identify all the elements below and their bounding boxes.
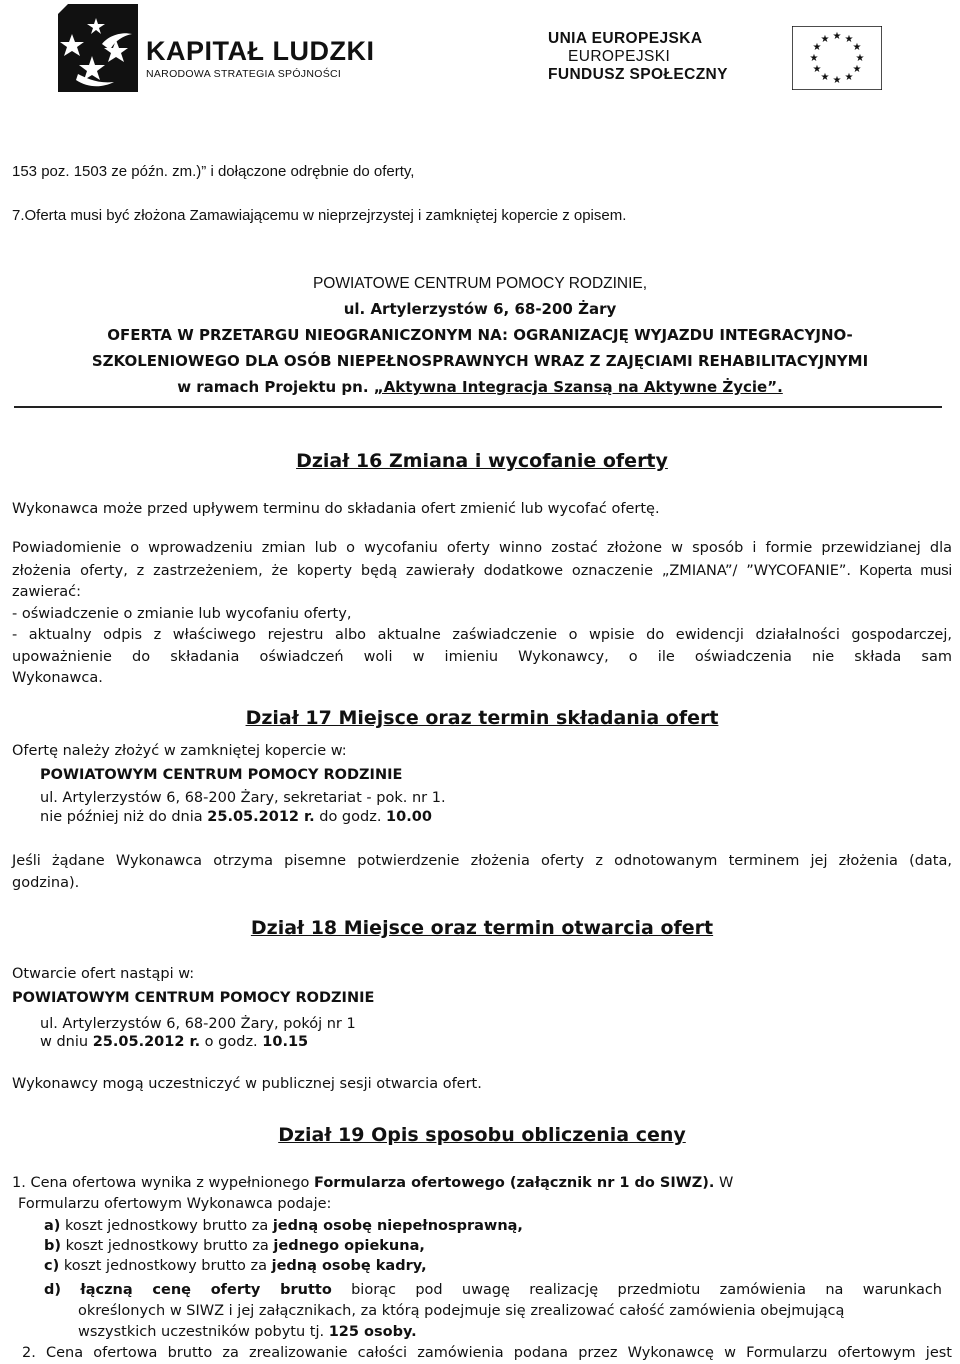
text-bold: jednego opiekuna, bbox=[273, 1238, 425, 1254]
para-line bbox=[44, 1322, 942, 1343]
text: w dniu bbox=[40, 1034, 93, 1050]
svg-text:★: ★ bbox=[852, 42, 862, 53]
text-bold: jedną osobę kadry, bbox=[271, 1258, 427, 1274]
svg-text:★: ★ bbox=[820, 72, 830, 83]
para-line: Powiadomienie o wprowadzeniu zmian lub o wycofaniu oferty winno zostać złożone w sposób i formie przewidzianej dla bbox=[12, 540, 952, 556]
opening-time: 10.15 bbox=[262, 1034, 309, 1050]
section-17-office: POWIATOWYM CENTRUM POMOCY RODZINIE bbox=[40, 767, 403, 783]
eu-logo bbox=[548, 26, 888, 90]
project-prefix: w ramach Projektu pn. bbox=[177, 378, 374, 396]
svg-text:★: ★ bbox=[820, 34, 830, 45]
envelope-address: ul. Artylerzystów 6, 68-200 Żary bbox=[343, 300, 617, 318]
section-17-confirmation bbox=[12, 850, 952, 894]
text: W bbox=[714, 1175, 734, 1191]
text: 1. Cena ofertowa wynika z wypełnionego bbox=[12, 1175, 315, 1191]
para-line bbox=[12, 560, 952, 583]
list-item-d bbox=[44, 1280, 942, 1343]
svg-text:★: ★ bbox=[855, 53, 865, 64]
section-17-deadline bbox=[40, 809, 432, 825]
list-marker: a) bbox=[44, 1218, 61, 1234]
text: koszt jednostkowy brutto za bbox=[59, 1258, 272, 1274]
envelope-recipient: POWIATOWE CENTRUM POMOCY RODZINIE, bbox=[312, 275, 648, 292]
section-18-address: ul. Artylerzystów 6, 68-200 Żary, pokój nr 1 bbox=[40, 1016, 356, 1032]
section-17-line-1: Ofertę należy złożyć w zamkniętej kopercie w: bbox=[12, 743, 347, 759]
list-item-b bbox=[44, 1238, 425, 1254]
eu-line-2: EUROPEJSKI bbox=[568, 48, 671, 65]
para-line-text: złożenia oferty, z zastrzeżeniem, że koperty będą zawierały dodatkowe oznaczenie „ZMIANA”/ ”WYCOFANIE”. bbox=[12, 562, 852, 579]
envelope-offer-line-2: SZKOLENIOWEGO DLA OSÓB NIEPEŁNOSPRAWNYCH WRAZ Z ZAJĘCIAMI REHABILITACYJNYMI bbox=[91, 352, 869, 370]
para-line: 2. Cena ofertowa brutto za zrealizowanie całości zamówienia podana przez Wykonawcę w Formularzu ofertowym jest bbox=[22, 1345, 952, 1361]
para-line: określonych w SIWZ i jej załącznikach, za którą podejmuje się zrealizować całość zamówienia obejmującą bbox=[78, 1303, 845, 1319]
svg-text:★: ★ bbox=[812, 64, 822, 75]
para-line-text: Koperta musi bbox=[851, 561, 953, 579]
section-19-point-1 bbox=[12, 1175, 733, 1191]
project-name: „Aktywna Integracja Szansą na Aktywne Życie”. bbox=[373, 378, 783, 396]
section-18-title: Dział 18 Miejsce oraz termin otwarcia ofert bbox=[250, 917, 714, 939]
text: koszt jednostkowy brutto za bbox=[61, 1238, 274, 1254]
text: koszt jednostkowy brutto za bbox=[60, 1218, 273, 1234]
kapital-ludzki-logo bbox=[58, 4, 388, 92]
para-line: - aktualny odpis z właściwego rejestru albo aktualne zaświadczenie o wpisie do ewidencji działalności gospodarczej, bbox=[12, 627, 952, 643]
section-16-para-1: Wykonawca może przed upływem terminu do składania ofert zmienić lub wycofać ofertę. bbox=[12, 501, 660, 517]
para-line: upoważnienie do składania oświadczeń woli w imieniu Wykonawcy, o ile oświadczenia nie składa sam bbox=[12, 648, 952, 665]
svg-text:★: ★ bbox=[832, 31, 842, 42]
section-19-point-2 bbox=[22, 1345, 952, 1361]
svg-text:★: ★ bbox=[832, 75, 842, 86]
text: wszystkich uczestników pobytu tj. bbox=[78, 1324, 329, 1340]
para-line: godzina). bbox=[12, 875, 80, 891]
section-18-datetime bbox=[40, 1034, 308, 1050]
text: biorąc pod uwagę realizację przedmiotu zamówienia na warunkach bbox=[331, 1282, 942, 1298]
text: o godz. bbox=[200, 1034, 263, 1050]
opening-date: 25.05.2012 r. bbox=[92, 1034, 201, 1050]
intro-line-1: 153 poz. 1503 ze późn. zm.)” i dołączone odrębnie do oferty, bbox=[12, 163, 415, 180]
section-19-title: Dział 19 Opis sposobu obliczenia ceny bbox=[278, 1124, 686, 1146]
text-bold: łączną cenę oferty brutto bbox=[80, 1282, 332, 1298]
svg-text:★: ★ bbox=[844, 34, 854, 45]
para-line: zawierać: bbox=[12, 584, 82, 600]
para-line bbox=[44, 1280, 942, 1301]
intro-line-2: 7.Oferta musi być złożona Zamawiającemu w nieprzejrzystej i zamkniętej kopercie z opisem. bbox=[12, 207, 627, 224]
para-line: - oświadczenie o zmianie lub wycofaniu oferty, bbox=[12, 605, 352, 622]
deadline-date: 25.05.2012 r. bbox=[207, 809, 315, 825]
svg-text:★: ★ bbox=[844, 72, 854, 83]
deadline-time: 10.00 bbox=[386, 809, 432, 825]
list-item-a bbox=[44, 1218, 523, 1234]
list-item-c bbox=[44, 1258, 427, 1274]
svg-text:★: ★ bbox=[852, 64, 862, 75]
envelope-project-line bbox=[0, 374, 960, 400]
text: nie później niż do dnia bbox=[40, 809, 208, 825]
para-line: Jeśli żądane Wykonawca otrzyma pisemne potwierdzenie złożenia oferty z odnotowanym terminem jej złożenia (data, bbox=[12, 853, 952, 869]
text: do godz. bbox=[314, 809, 387, 825]
svg-text:★: ★ bbox=[812, 42, 822, 53]
kapital-ludzki-emblem-icon bbox=[58, 4, 138, 92]
list-marker: b) bbox=[44, 1238, 62, 1254]
text-bold: jedną osobę niepełnosprawną, bbox=[272, 1218, 523, 1234]
eu-flag-icon bbox=[792, 26, 882, 90]
envelope-description bbox=[0, 272, 960, 400]
section-16-para-2 bbox=[12, 538, 952, 690]
para-line: Wykonawca. bbox=[12, 670, 103, 686]
envelope-offer-line-1: OFERTA W PRZETARGU NIEOGRANICZONYM NA: OGRANIZACJĘ WYJAZDU INTEGRACYJNO- bbox=[107, 326, 853, 344]
section-17-title: Dział 17 Miejsce oraz termin składania ofert bbox=[245, 707, 719, 729]
list-marker: d) bbox=[44, 1282, 62, 1298]
form-reference: Formularza ofertowego (załącznik nr 1 do SIWZ). bbox=[314, 1175, 715, 1191]
section-18-public-session: Wykonawcy mogą uczestniczyć w publicznej sesji otwarcia ofert. bbox=[12, 1076, 482, 1092]
section-16-title: Dział 16 Zmiana i wycofanie oferty bbox=[296, 450, 668, 472]
eu-line-3: FUNDUSZ SPOŁECZNY bbox=[548, 66, 728, 83]
eu-line-1: UNIA EUROPEJSKA bbox=[548, 30, 703, 47]
text-bold: 125 osoby. bbox=[328, 1324, 417, 1340]
section-19-point-1-cont: Formularzu ofertowym Wykonawca podaje: bbox=[18, 1196, 332, 1212]
svg-text:★: ★ bbox=[809, 53, 819, 64]
section-18-office: POWIATOWYM CENTRUM POMOCY RODZINIE bbox=[12, 990, 375, 1006]
section-18-line-1: Otwarcie ofert nastąpi w: bbox=[12, 966, 195, 982]
list-marker: c) bbox=[44, 1258, 60, 1274]
divider bbox=[14, 406, 942, 408]
section-17-address: ul. Artylerzystów 6, 68-200 Żary, sekretariat - pok. nr 1. bbox=[40, 790, 446, 806]
logo-title: KAPITAŁ LUDZKI bbox=[146, 36, 375, 66]
logo-subtitle: NARODOWA STRATEGIA SPÓJNOŚCI bbox=[146, 68, 342, 80]
